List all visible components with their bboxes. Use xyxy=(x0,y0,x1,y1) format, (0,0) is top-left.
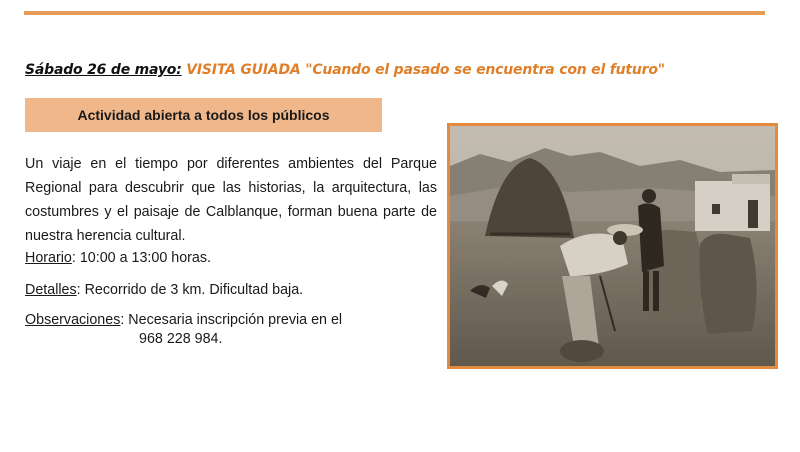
event-description: Un viaje en el tiempo por diferentes ambientes del Parque Regional para descubrir que las historias, la arquitectura, las costumbres y el paisaje de Calblanque, forman buena parte de nuestra herencia cultural. xyxy=(25,156,437,244)
event-date: Sábado 26 de mayo: xyxy=(25,62,182,78)
observations-label: Observaciones xyxy=(25,312,121,328)
details-value: : Recorrido de 3 km. Dificultad baja. xyxy=(76,282,304,298)
audience-banner-text: Actividad abierta a todos los públicos xyxy=(77,107,330,123)
audience-banner xyxy=(25,98,382,132)
observations-line xyxy=(25,309,342,331)
schedule-line xyxy=(25,247,211,269)
historic-photo xyxy=(450,126,775,366)
phone-number: 968 228 984. xyxy=(139,331,223,347)
details-label: Detalles xyxy=(25,282,77,298)
historic-photo-frame xyxy=(447,123,778,369)
observations-value: : Necesaria inscripción previa en el xyxy=(120,312,343,328)
event-title: VISITA GUIADA "Cuando el pasado se encuentra con el futuro" xyxy=(181,62,665,78)
schedule-value: : 10:00 a 13:00 horas. xyxy=(71,250,211,266)
details-line xyxy=(25,279,303,301)
top-divider xyxy=(24,11,765,15)
schedule-label: Horario xyxy=(25,250,72,266)
event-headline xyxy=(25,62,665,78)
